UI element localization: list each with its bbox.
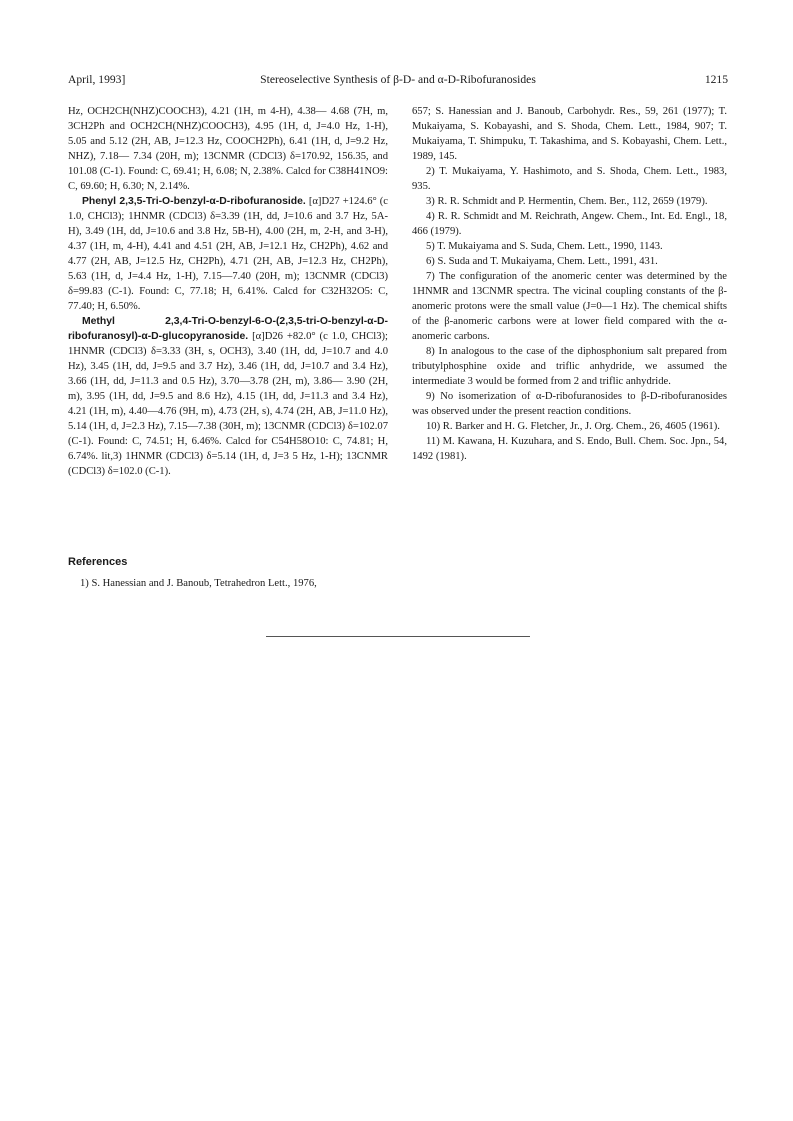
right-column <box>412 104 727 464</box>
compound-title: Methyl 2,3,4-Tri-O-benzyl-6-O-(2,3,5-tri-O-benzyl-α-D-ribofuranosyl)-α-D-glucopyranoside. <box>68 316 388 342</box>
paragraph-methyl-glucopyranoside <box>68 314 388 479</box>
header-date: April, 1993] <box>68 73 126 86</box>
reference-1-continued: 657; S. Hanessian and J. Banoub, Carbohydr. Res., 59, 261 (1977); T. Mukaiyama, S. Kobayashi, and S. Shoda, Chem. Lett., 1984, 907; T. Mukaiyama, T. Shimpuku, T. Takashima, and S. Kobayashi, Chem. Lett., 1989, 145. <box>412 106 727 162</box>
compound-data: [α]D26 +82.0° (c 1.0, CHCl3); 1HNMR (CDCl3) δ=3.33 (3H, s, OCH3), 3.40 (1H, dd, J=10.7 and 4.0 Hz), 3.45 (1H, dd, J=9.5 and 3.7 Hz), 3.46 (1H, dd, J=10.7 and 3.4 Hz), 3.66 (1H, dd, J=11.3 and 0.5 Hz), 3.70—3.78 (2H, m), 3.86— 3.90 (2H, m), 3.95 (1H, dd, J=9.5 and 8.6 Hz), 4.15 (1H, dd, J=11.3 and 3.4 Hz), 4.21 (1H, m), 4.40—4.76 (9H, m), 4.73 (2H, s), 4.74 (2H, AB, J=11.0 Hz), 5.14 (1H, d, J=2.3 Hz), 7.15—7.38 (30H, m); 13CNMR (CDCl3) δ=102.07 (C-1). Found: C, 74.51; H, 6.46%. Calcd for C54H58O10: C, 74.81; H, 6.74%. lit,3) 1HNMR (CDCl3) δ=5.14 (1H, d, J=3 5 Hz, 1-H); 13CNMR (CDCl3) δ=102.0 (C-1). <box>68 331 389 477</box>
compound-title: Phenyl 2,3,5-Tri-O-benzyl-α-D-ribofuranoside. <box>82 196 306 207</box>
header-title: Stereoselective Synthesis of β-D- and α-D-Ribofuranosides <box>260 73 536 86</box>
end-rule <box>266 636 530 637</box>
paragraph-phenyl-ribofuranoside <box>68 194 388 314</box>
paragraph-carryover: Hz, OCH2CH(NHZ)COOCH3), 4.21 (1H, m 4-H), 4.38— 4.68 (7H, m, 3CH2Ph and OCH2CH(NHZ)COOCH3), 4.95 (1H, d, J=4.0 Hz, 1-H), 5.05 and 5.12 (2H, AB, J=12.3 Hz, COOCH2Ph), 6.41 (1H, d, J=9.2 Hz, NHZ), 7.18— 7.34 (20H, m); 13CNMR (CDCl3) δ=170.92, 156.35, and 101.08 (C-1). Found: C, 69.41; H, 6.08; N, 2.38%. Calcd for C38H41NO9: C, 69.60; H, 6.30; N, 2.14%. <box>68 106 388 192</box>
compound-data: [α]D27 +124.6° (c 1.0, CHCl3); 1HNMR (CDCl3) δ=3.39 (1H, dd, J=10.6 and 3.7 Hz, 5A-H), 3.49 (1H, dd, J=10.6 and 3.8 Hz, 5B-H), 4.00 (2H, m, 2-H, and 3-H), 4.37 (1H, m, 4-H), 4.41 and 4.51 (2H, AB, J=12.1 Hz, CH2Ph), 4.62 and 4.77 (2H, AB, J=12.5 Hz, CH2Ph), 4.71 (2H, AB, J=12.3 Hz, CH2Ph), 5.63 (1H, d, J=4.4 Hz, 1-H), 7.15—7.40 (20H, m); 13CNMR (CDCl3) δ=99.83 (C-1). Found: C, 77.18; H, 6.41%. Calcd for C32H32O5: C, 77.40; H, 6.50%. <box>68 196 388 312</box>
reference-5: 5) T. Mukaiyama and S. Suda, Chem. Lett., 1990, 1143. <box>426 241 663 252</box>
left-column <box>68 104 388 479</box>
reference-7: 7) The configuration of the anomeric center was determined by the 1HNMR and 13CNMR spectra. The vicinal coupling constants of the β-anomeric protons were the small value (J=0—1 Hz). The chemical shifts of the β-anomeric carbons were at lower field compared with the α-anomeric carbons. <box>412 271 727 342</box>
reference-11: 11) M. Kawana, H. Kuzuhara, and S. Endo, Bull. Chem. Soc. Jpn., 54, 1492 (1981). <box>412 436 727 462</box>
reference-10: 10) R. Barker and H. G. Fletcher, Jr., J. Org. Chem., 26, 4605 (1961). <box>426 421 720 432</box>
reference-8: 8) In analogous to the case of the diphosphonium salt prepared from tributylphosphine oxide and triflic anhydride, we assumed the intermediate 3 would be formed from 2 and triflic anhydride. <box>412 346 727 387</box>
reference-3: 3) R. R. Schmidt and P. Hermentin, Chem. Ber., 112, 2659 (1979). <box>426 196 708 207</box>
page-number: 1215 <box>704 73 728 86</box>
reference-6: 6) S. Suda and T. Mukaiyama, Chem. Lett., 1991, 431. <box>426 256 658 267</box>
reference-4: 4) R. R. Schmidt and M. Reichrath, Angew. Chem., Int. Ed. Engl., 18, 466 (1979). <box>412 211 727 237</box>
reference-1: 1) S. Hanessian and J. Banoub, Tetrahedron Lett., 1976, <box>80 578 317 589</box>
reference-2: 2) T. Mukaiyama, Y. Hashimoto, and S. Shoda, Chem. Lett., 1983, 935. <box>412 166 727 192</box>
references-heading: References <box>68 556 128 568</box>
reference-9: 9) No isomerization of α-D-ribofuranosides to β-D-ribofuranosides was observed under the present reaction conditions. <box>412 391 727 417</box>
running-header <box>68 72 728 88</box>
references-left <box>68 576 388 591</box>
